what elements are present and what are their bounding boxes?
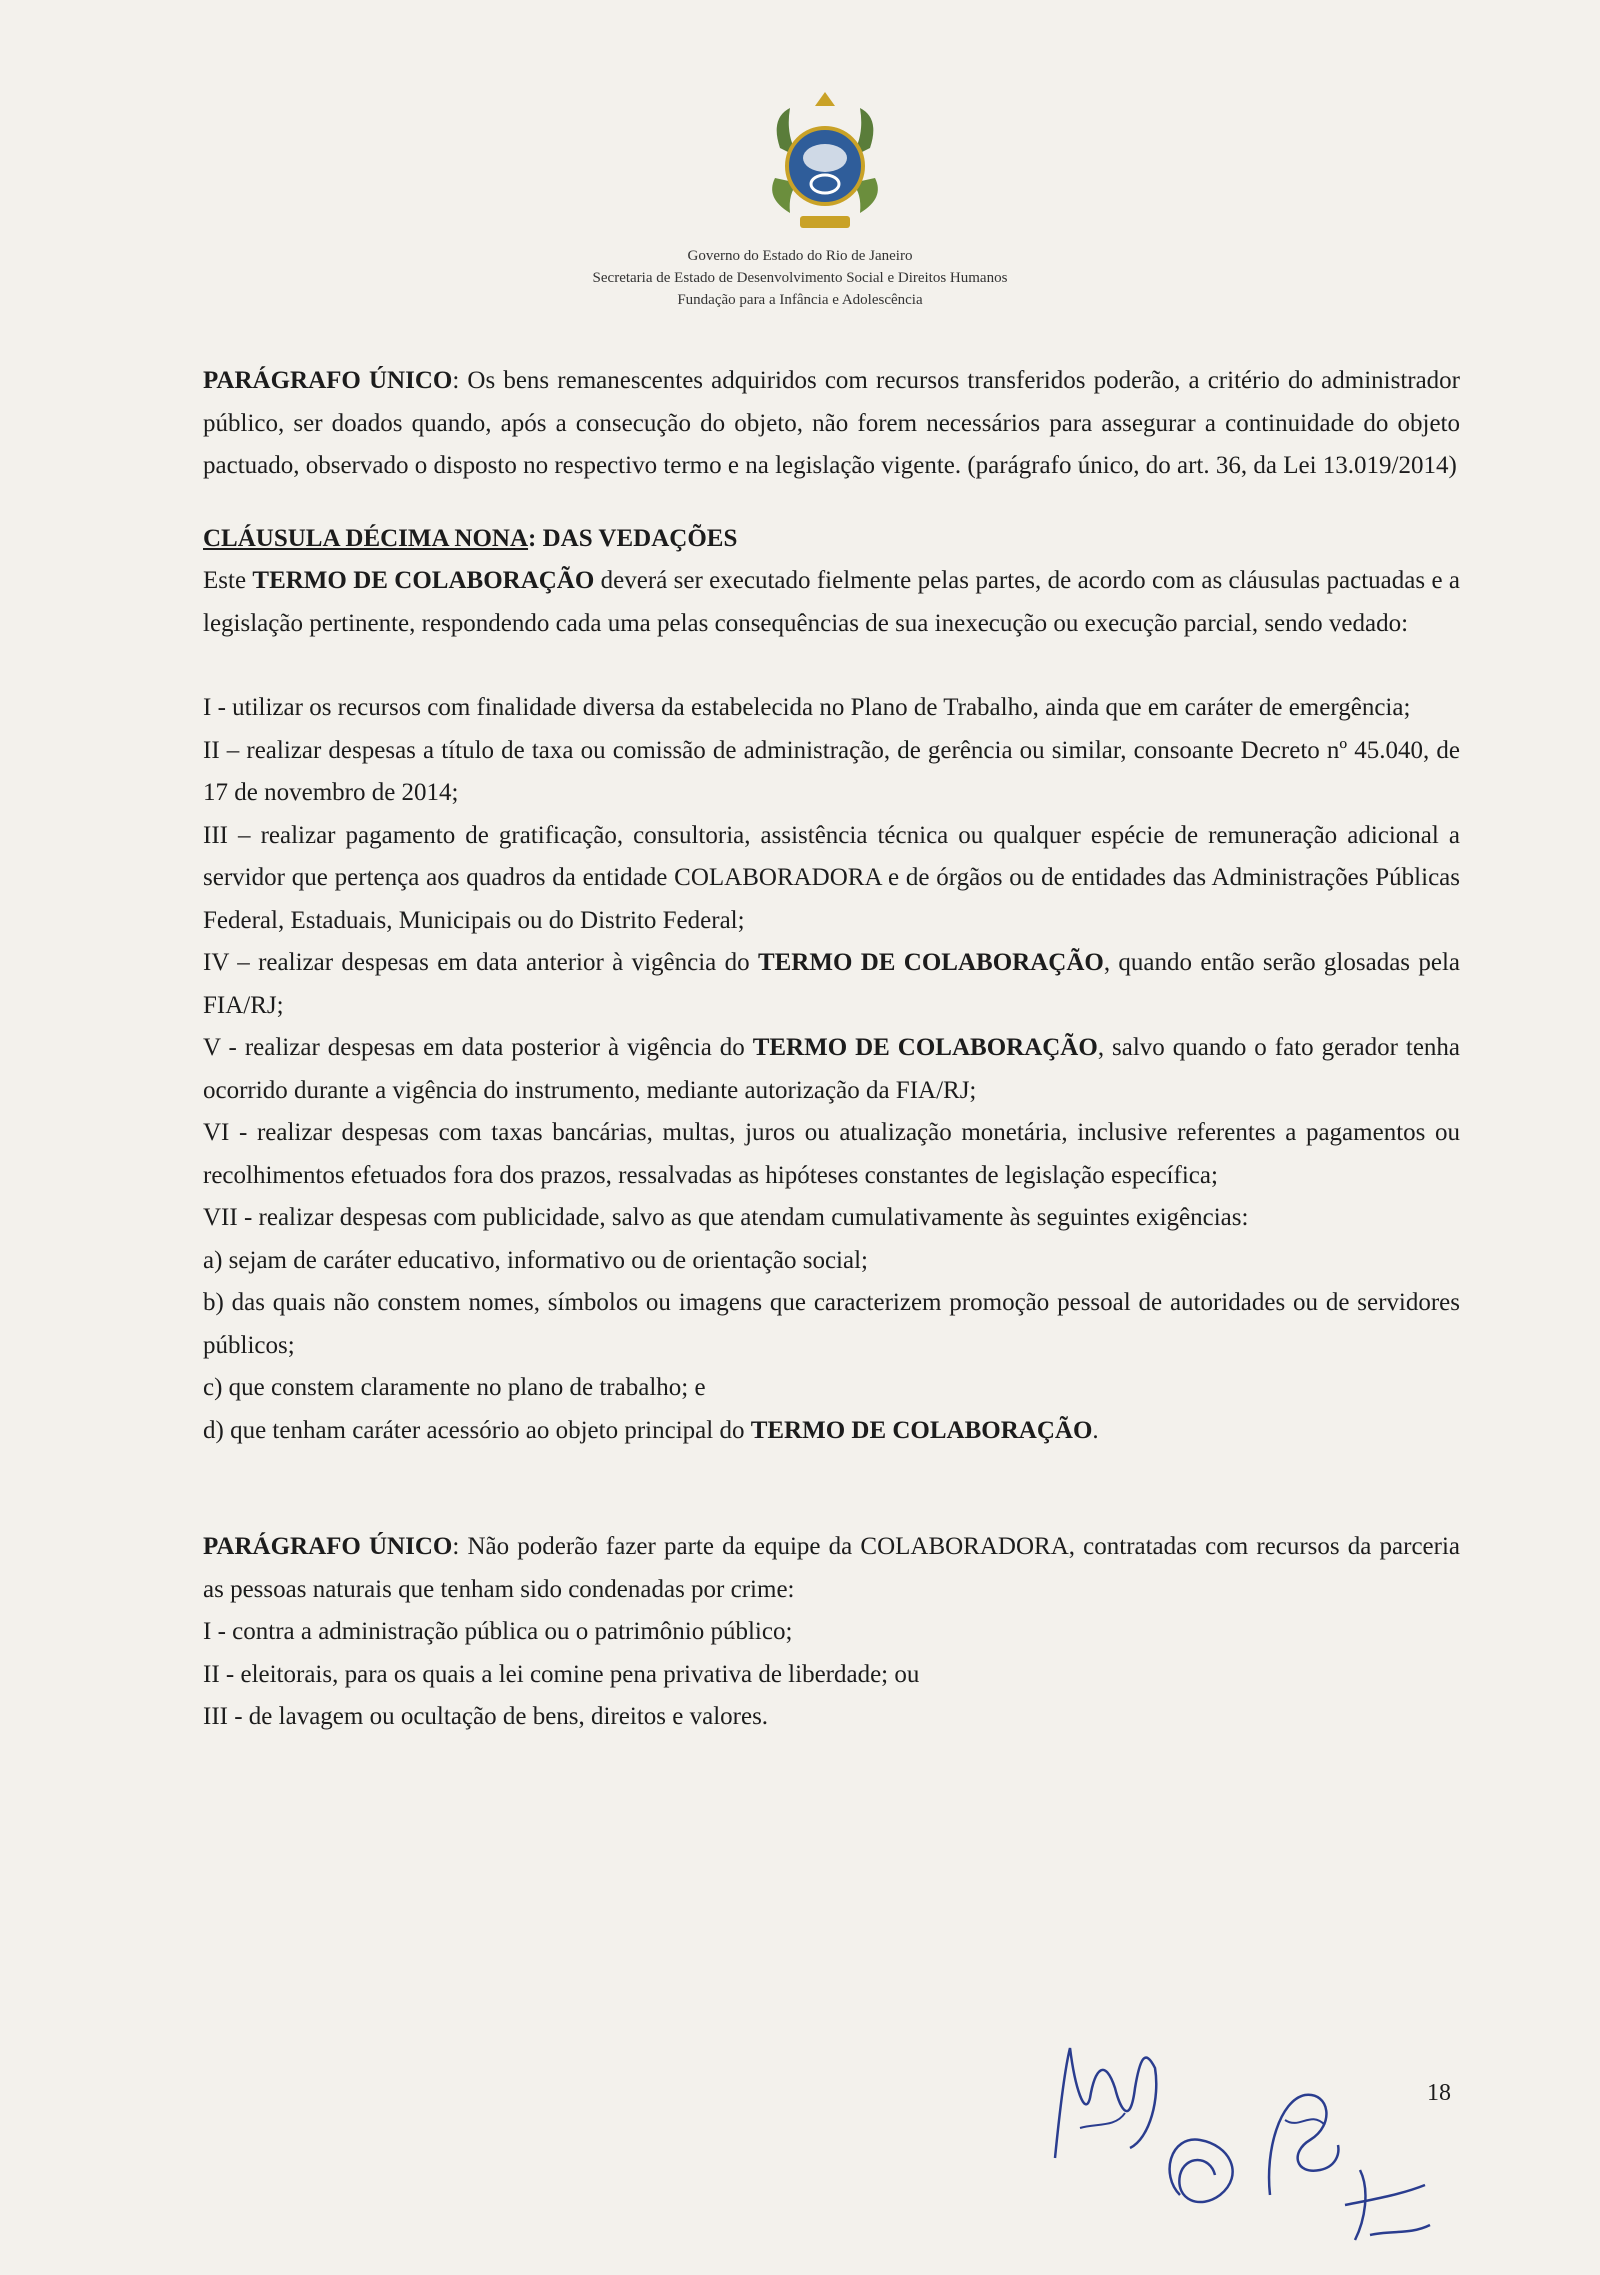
list-item: III - de lavagem ou ocultação de bens, direitos e valores. [203, 1703, 769, 1730]
list-item: II – realizar despesas a título de taxa ou comissão de administração, de gerência ou similar, consoante Decreto nº 45.040, de 17 de novembro de 2014; [203, 736, 1460, 806]
list-item: I - contra a administração pública ou o patrimônio público; [203, 1618, 793, 1645]
clause-subtitle: : DAS VEDAÇÕES [528, 524, 738, 552]
page-number: 18 [1427, 2080, 1451, 2106]
list-item: a) sejam de caráter educativo, informativo ou de orientação social; [203, 1246, 868, 1274]
item-text: d) que tenham caráter acessório ao objeto principal do [203, 1416, 751, 1444]
clause-title: CLÁUSULA DÉCIMA NONA [203, 524, 529, 552]
paragraph-text: : Os bens remanescentes adquiridos com recursos transferidos poderão, a critério do administrador público, ser doados quando, após a consecução do objeto, não forem necessários para assegurar a continuidade do objeto pactuado, observado o disposto no respectivo termo e na legislação vigente. (parágrafo único, do art. 36, da Lei 13.019/2014) [203, 367, 1461, 479]
list-item: VI - realizar despesas com taxas bancárias, multas, juros ou atualização monetária, inclusive referentes a pagamentos ou recolhimentos efetuados fora dos prazos, ressalvadas as hipóteses constantes de legislação específica; [203, 1119, 1460, 1189]
paragraph-text: : Não poderão fazer parte da equipe da COLABORADORA, contratadas com recursos da parceria as pessoas naturais que tenham sido condenadas por crime: [203, 1533, 1460, 1603]
paragraph-unico-1 [203, 360, 1460, 488]
intro-text-a: Este [203, 567, 253, 594]
state-coat-of-arms-icon [760, 88, 890, 238]
document-body [203, 360, 1460, 1739]
item-text: , quando então serão glosadas pela FIA/RJ; [203, 949, 1461, 1019]
list-item [203, 1027, 1460, 1112]
header-government: Governo do Estado do Rio de Janeiro [687, 248, 913, 264]
list-item: c) que constem claramente no plano de trabalho; e [203, 1374, 706, 1401]
list-item: I - utilizar os recursos com finalidade diversa da estabelecida no Plano de Trabalho, ainda que em caráter de emergência; [203, 694, 1411, 721]
intro-bold: TERMO DE COLABORAÇÃO [252, 567, 595, 594]
item-text: V - realizar despesas em data posterior à vigência do [203, 1034, 753, 1061]
header-secretariat: Secretaria de Estado de Desenvolvimento Social e Direitos Humanos [592, 270, 1008, 286]
list-item [203, 1410, 1460, 1453]
clause-intro [203, 560, 1460, 645]
item-text: , salvo quando o fato gerador tenha ocorrido durante a vigência do instrumento, mediante autorização da FIA/RJ; [203, 1034, 1461, 1104]
signature-mark-icon [1330, 2150, 1440, 2250]
item-text: IV – realizar despesas em data anterior à vigência do [203, 949, 758, 976]
paragraph-label: PARÁGRAFO ÚNICO [203, 1533, 453, 1560]
signature-loop-icon [1150, 2115, 1265, 2215]
item-bold: TERMO DE COLABORAÇÃO [750, 1416, 1093, 1444]
clause-heading [203, 518, 1460, 561]
item-text: . [1092, 1416, 1099, 1444]
list-item: VII - realizar despesas com publicidade, salvo as que atendam cumulativamente às seguintes exigências: [203, 1204, 1249, 1231]
item-bold: TERMO DE COLABORAÇÃO [757, 949, 1104, 976]
list-item: II - eleitorais, para os quais a lei comine pena privativa de liberdade; ou [203, 1660, 920, 1688]
intro-text-b: deverá ser executado fielmente pelas partes, de acordo com as cláusulas pactuadas e a legislação pertinente, respondendo cada uma pelas consequências de sua inexecução ou execução parcial, sendo vedado: [203, 567, 1460, 637]
header-foundation: Fundação para a Infância e Adolescência [677, 292, 923, 308]
list-item: b) das quais não constem nomes, símbolos ou imagens que caracterizem promoção pessoal de autoridades ou de servidores públicos; [203, 1289, 1460, 1359]
paragraph-unico-2 [203, 1526, 1460, 1611]
paragraph-label: PARÁGRAFO ÚNICO [203, 367, 453, 394]
list-item: III – realizar pagamento de gratificação, consultoria, assistência técnica ou qualquer espécie de remuneração adicional a servidor que pertença aos quadros da entidade COLABORADORA e de órgãos ou de entidades das Administrações Públicas Federal, Estaduais, Municipais ou do Distrito Federal; [203, 821, 1460, 934]
list-item [203, 942, 1460, 1027]
item-bold: TERMO DE COLABORAÇÃO [752, 1034, 1098, 1061]
